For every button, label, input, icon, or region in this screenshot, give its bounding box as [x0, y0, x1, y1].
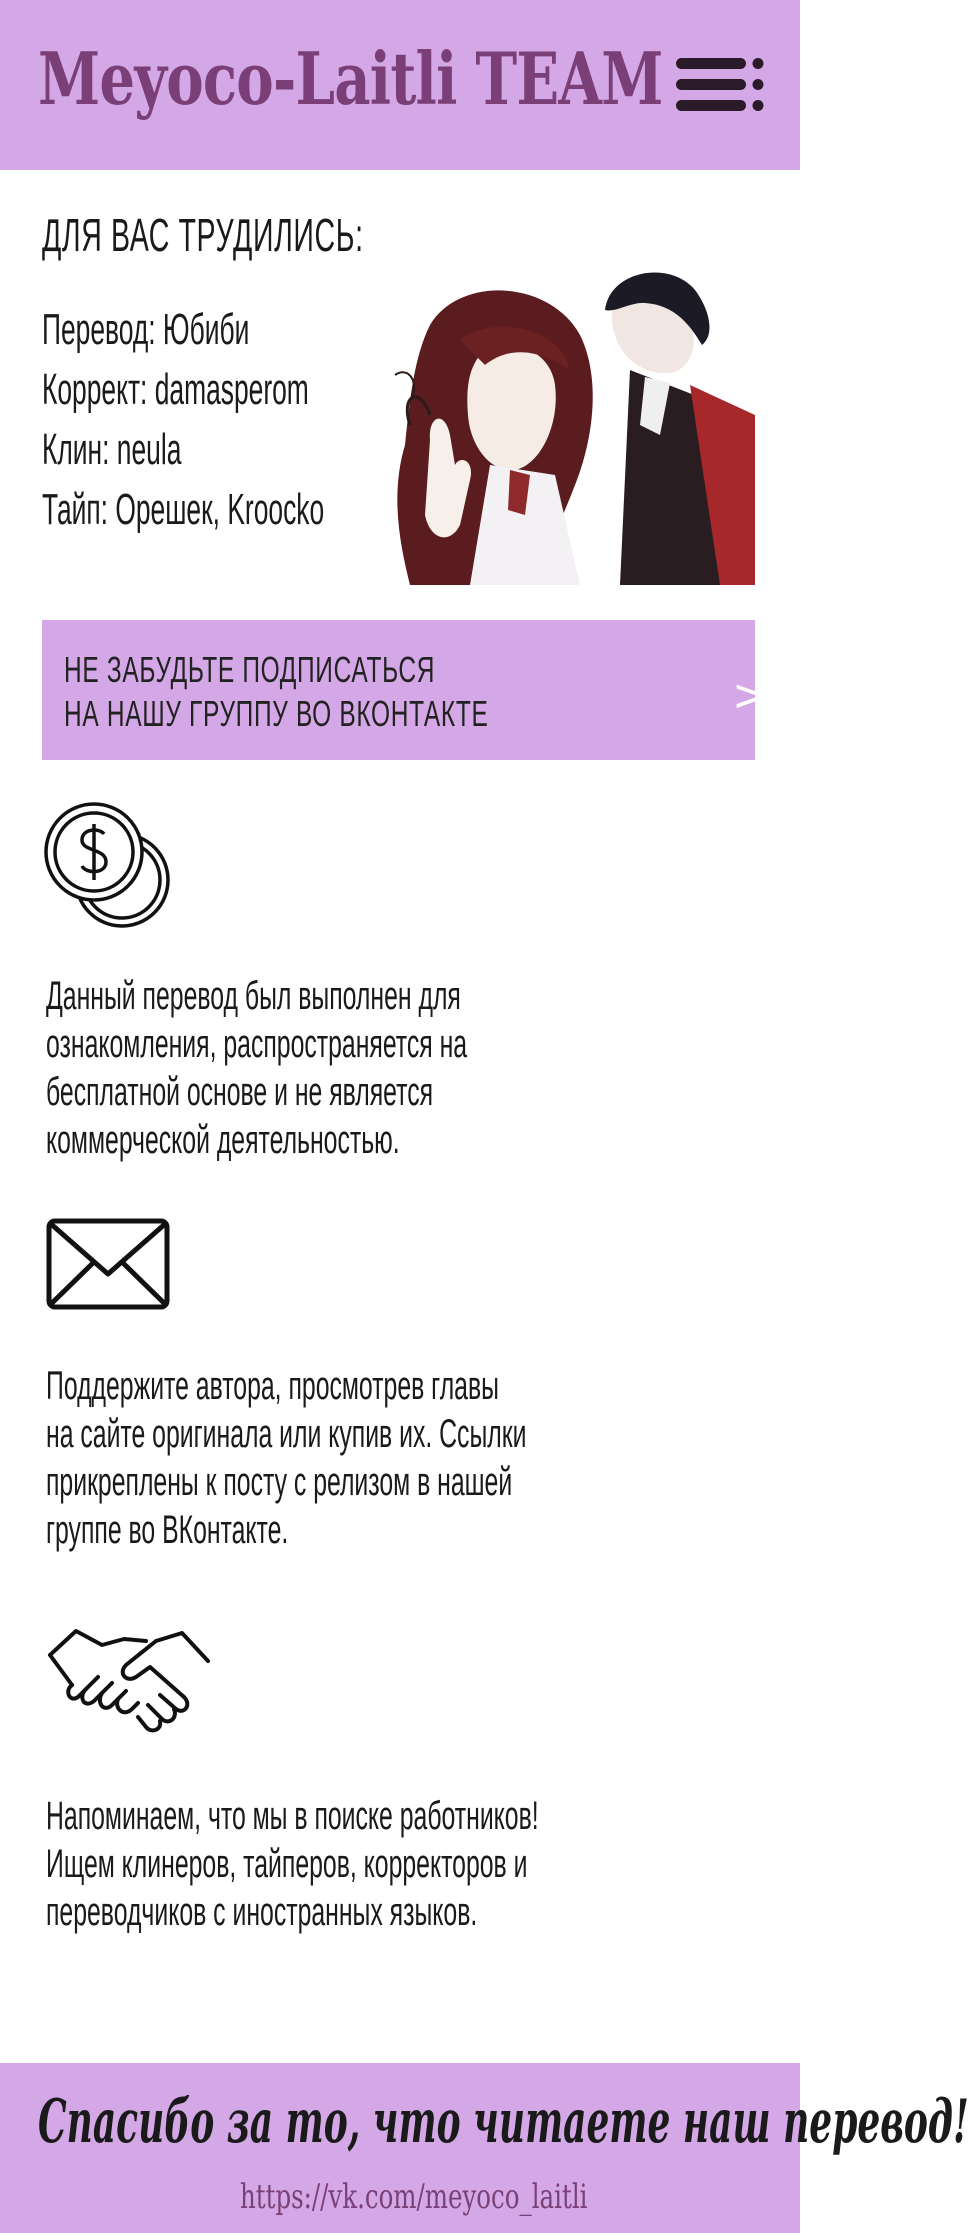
- banner-line-1: НЕ ЗАБУДЬТЕ ПОДПИСАТЬСЯ: [64, 649, 436, 690]
- banner-line-2: НА НАШУ ГРУППУ ВО ВКОНТАКТЕ: [64, 693, 489, 734]
- credit-cleaning: Клин: neula: [42, 425, 182, 474]
- hamburger-menu-icon: [676, 56, 766, 114]
- characters-illustration: [390, 265, 755, 585]
- credit-typesetting: Тайп: Орешек, Kroocko: [42, 485, 325, 534]
- brand-title: Meyoco-Laitli TEAM: [38, 36, 663, 121]
- envelope-icon: [46, 1218, 170, 1310]
- footer: [0, 2063, 969, 2233]
- disclaimer-text: Данный перевод был выполнен для ознакомления, распространяется на бесплатной основе и не является коммерческой деятельностью.: [46, 974, 468, 1162]
- thanks-message: Спасибо за то, что читаете наш перевод!: [38, 2087, 969, 2157]
- credit-translation: Перевод: Юбиби: [42, 305, 250, 354]
- support-author-text: Поддержите автора, просмотрев главы на сайте оригинала или купив их. Ссылки прикреплены к посту с релизом в нашей группе во ВКонтакте.: [46, 1364, 527, 1552]
- banner-text: [64, 648, 489, 736]
- recruitment-text: Напоминаем, что мы в поиске работников! Ищем клинеров, тайперов, корректоров и переводчиков с иностранных языков.: [46, 1794, 539, 1934]
- chevron-right-icon: >: [732, 670, 769, 721]
- coins-icon: [42, 800, 172, 932]
- handshake-icon: [46, 1625, 212, 1735]
- header: [0, 0, 800, 170]
- vk-subscribe-banner[interactable]: [42, 620, 769, 760]
- credit-proofreading: Коррект: damasperom: [42, 365, 309, 414]
- vk-group-link[interactable]: https://vk.com/meyoco_laitli: [240, 2177, 588, 2217]
- credits-title: ДЛЯ ВАС ТРУДИЛИСЬ:: [42, 209, 364, 261]
- menu-button[interactable]: [676, 56, 766, 114]
